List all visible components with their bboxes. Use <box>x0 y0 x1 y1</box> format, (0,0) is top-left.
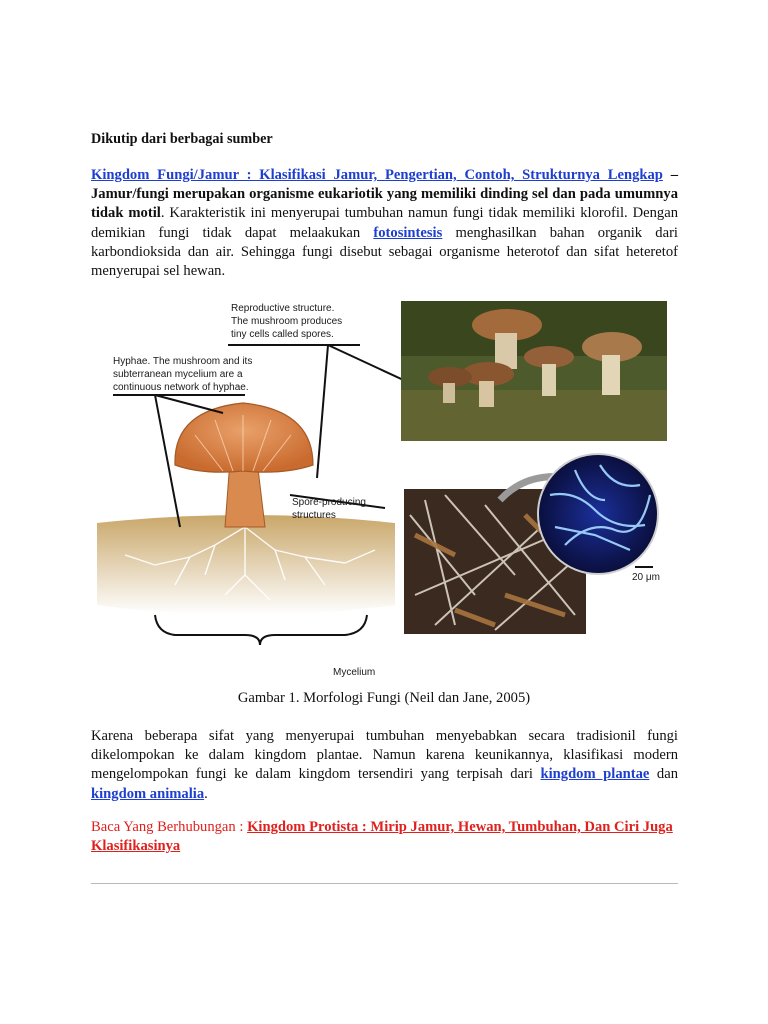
kingdom-protista-link[interactable]: Kingdom Protista : Mirip Jamur, Hewan, Tumbuhan, Dan Ciri Juga Klasifikasinya <box>91 819 673 855</box>
mushroom-cap <box>175 403 313 472</box>
paragraph-1 <box>91 166 678 281</box>
paragraph-2-text-b: dan <box>649 766 678 783</box>
paragraph-1-text-a: . Karakteristik ini menyerupai tumbuhan namun fungi tidak memiliki klorofil. Dengan demikian fungi tidak dapat melaakukan <box>91 205 679 241</box>
horizontal-rule <box>91 883 678 884</box>
kingdom-animalia-link[interactable]: kingdom animalia <box>91 785 205 802</box>
label-spore-1: Spore-producing <box>292 497 366 508</box>
label-mycelium: Mycelium <box>333 667 376 678</box>
fotosintesis-link[interactable]: fotosintesis <box>373 224 443 241</box>
label-repro-1: Reproductive structure. <box>231 303 335 314</box>
soil-layer <box>97 515 395 615</box>
dash: – <box>662 167 678 183</box>
label-hyphae-1: Hyphae. The mushroom and its <box>113 356 253 367</box>
paragraph-2-text-c: . <box>204 785 208 802</box>
mushroom-photo <box>401 301 667 441</box>
fungi-morphology-figure <box>95 295 675 685</box>
intro-line: Dikutip dari berbagai sumber <box>91 131 273 147</box>
kingdom-plantae-link[interactable]: kingdom plantae <box>540 766 650 783</box>
figure-caption: Gambar 1. Morfologi Fungi (Neil dan Jane, 2005) <box>237 690 531 706</box>
label-repro-3: tiny cells called spores. <box>231 329 334 340</box>
paragraph-2 <box>91 727 678 804</box>
label-spore-2: structures <box>292 510 336 521</box>
related-prefix: Baca Yang Berhubungan : <box>91 819 248 835</box>
definition-bold: Jamur/fungi merupakan organisme eukariotik yang memiliki dinding sel dan pada umumnya tidak motil <box>91 186 678 222</box>
paragraph-2-text-a: Karena beberapa sifat yang menyerupai tumbuhan menyebabkan secara tradisionil fungi dikelompokan ke dalam kingdom plantae. Namun karena keunikannya, klasifikasi modern mengelompokan fungi ke dalam kingdom tersendiri yang terpisah dari <box>91 728 678 783</box>
kingdom-fungi-link[interactable]: Kingdom Fungi/Jamur : Klasifikasi Jamur, Pengertian, Contoh, Strukturnya Lengkap <box>91 167 663 183</box>
label-repro-2: The mushroom produces <box>231 316 343 327</box>
label-hyphae-3: continuous network of hyphae. <box>113 382 249 393</box>
mushroom-diagram <box>97 303 425 678</box>
related-reading <box>91 818 678 856</box>
label-hyphae-2: subterranean mycelium are a <box>113 369 243 380</box>
scale-label: 20 μm <box>632 572 660 583</box>
paragraph-1-text-b: menghasilkan bahan organik dari karbondioksida dan air. Sehingga fungi disebut sebagai organisme heterotof dan sifat heteretof menyerupai sel hewan. <box>91 224 678 280</box>
